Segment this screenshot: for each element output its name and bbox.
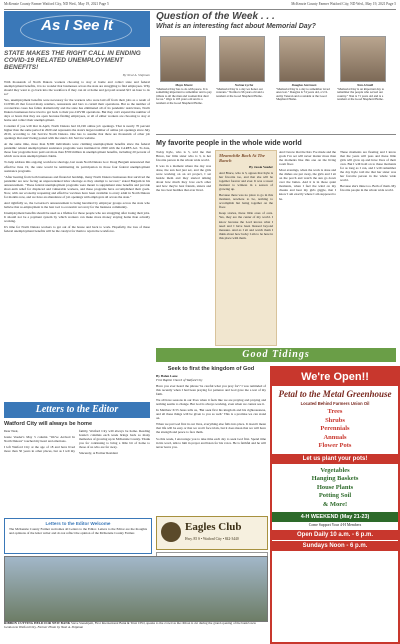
letters-banner — [4, 402, 150, 418]
answer-text: "Memorial Day is a day to remember loved ones lost." — [276, 86, 330, 95]
portrait-photo — [340, 36, 386, 82]
editorial-column — [4, 50, 150, 400]
favorite-paragraph: And Bruce, who is 3, agrees that Kyle is her favorite too, and that she will be together forever and ever. It was a sweet moment to witness in a season of growing up. — [219, 171, 273, 192]
question-of-week-header — [156, 11, 396, 30]
editorial-paragraph: Consider if you will that in April, North Dakota had 16,196 online job openings. That is nearly 70 percent higher than the same period in 2020 and represents the state's largest number of online job openings since July 2019, according to Job Service North Dakota. One has to assume that there are thousands of other job openings that aren't being posted with the state's Job Service website. — [4, 124, 150, 141]
veeder-byline: By Jessie Veeder — [249, 165, 273, 169]
eagles-club-ad — [156, 516, 268, 550]
ribbon-title: RIBBON CUTTING HELD FOR NEW BANK — [4, 621, 71, 625]
portrait-photo — [219, 36, 265, 82]
as-i-see-it-banner — [4, 11, 150, 47]
answer-name: Nan Arnold — [356, 83, 374, 87]
editorial-paragraph: It's time for North Dakota workers to get out of the house and back to work. Hopefully, the loss of these federal unemployment benefits will be the catalyst for them to rejoin the workforce. — [4, 225, 150, 234]
answer-name: Douglas Sorensen — [291, 83, 317, 87]
letter-paragraph: Jessie Veeder's May 5 column "We've Arrived In North Dakota" touched my heart and emotions. — [4, 435, 75, 444]
tidings-paragraph: We all have seasons in our lives when it feels like we are praying and praying and nothing seems to change. But God is always working, even when we cannot see it. — [156, 398, 266, 407]
favorite-column-3 — [279, 150, 336, 344]
favorite-paragraph: These moments are fleeting and I know that the years will pass and these little girls will grow up and have lives of their own. But I will hold on to these moments for as long as I can, and I will remember the day Kyle told me that her sister was her favorite person in the whole wide world. — [340, 150, 396, 183]
ribbon-cutting-photo — [4, 556, 268, 622]
favorite-paragraph: Most evenings, when the work is done and the dishes are put away, the girls and I sit on the porch and watch the sun go down over the buttes. And it is in those quiet moments, when I feel the wind on my cheeks and hear my girls giggle, that I know I am exactly where I am supposed to be. — [279, 168, 336, 201]
ribbon-text: Steve Stenehjem, First International Bank & Trust CEO, speaks to the crowd as the ribbon is cut during the grand opening of the bank's new location in Watford City. — [4, 621, 257, 629]
favorite-column-4 — [340, 150, 396, 344]
editorial-paragraph: With thousands of North Dakota workers choosing to stay at home and collect state and federal unemployment benefits, it is no wonder that businesses across the state are struggling to find employees. Why should they want to go back into the workforce if they can sit at home and get paid around $15 an hour to do so? — [4, 79, 150, 96]
answer-text: "Memorial Day is an important day to remember the people who served our country." — [337, 86, 385, 98]
tidings-paragraph: In Matthew 6:33 Jesus tells us, 'But seek first his kingdom and his righteousness, and all these things will be given to you as well.' This is a promise we can stand on. — [156, 408, 266, 421]
header-left: McKenzie County Farmer Watford City, ND Wed., May 19, 2021 Page 5 — [4, 2, 109, 6]
tidings-paragraph: When we put God first in our lives, everything else falls into place. It doesn't mean that life will be easy or that we won't face trials, but it does mean that we will have the strength and peace to face them. — [156, 422, 266, 435]
editorial-paragraph: At the same time, more than 8,300 individuals were claiming unemployment benefits since the federal pandemic related unemployment assistance programs were instituted in 2020 with the CARES Act. To date, those four programs have paid out more than $700 million in unemployment benefits, including 20 percent of which were state unemployment claims. — [4, 142, 150, 159]
favorite-people-headline: My favorite people in the whole wide world — [156, 138, 302, 147]
editorial-headline: STATE MAKES THE RIGHT CALL IN ENDING COVID-19 RELATED UNEMPLOYMENT BENEFITS! — [4, 50, 141, 72]
letters-policy-box — [4, 518, 152, 554]
favorite-paragraph: Because there was no place to go in this moment, nowhere to be, nothing to accomplish but being together on the floor. — [219, 193, 273, 210]
tidings-byline: By Helen Lane — [156, 374, 178, 378]
letter-paragraph: Dear Neal, — [4, 429, 19, 433]
tidings-paragraph: Have you ever heard the phrase 'be careful what you pray for'? I was reminded of this recently when I had been praying for patience and God gave me a test of my faith. — [156, 384, 266, 397]
product-item: Potting Soil — [318, 492, 352, 499]
product-item: Trees — [327, 408, 343, 415]
good-tidings-column — [156, 366, 266, 513]
favorite-paragraph: Because she's mine too. Both of them. My favorite people in the whole wide world. — [340, 184, 396, 193]
product-item: House Plants — [316, 483, 354, 491]
tidings-paragraph: So this week, I encourage you to take time each day to seek God first. Spend time in his word, talk to him in prayer and listen for his voice. He is faithful and he will never leave you. — [156, 436, 266, 449]
eagle-icon — [161, 522, 181, 542]
sunday-hours: Sundays Noon - 6 p.m. — [272, 541, 398, 551]
banner-title: As I See It — [41, 17, 113, 34]
page-header — [0, 0, 400, 9]
editorial-paragraph: Unemployment benefits should be used as a lifeline for those people who are struggling after losing their jobs. It should not be a payment system by which workers can make more money staying home than actually working. — [4, 210, 150, 224]
favorite-paragraph: Keep stories, these little ones of ours. Yes, they are the center of my world. I know because the Lord knows what I need and I have been blessed beyond measure. And as I sit and watch them I think about how lucky I am to be here in this place with them. — [219, 211, 273, 240]
answer-caption — [337, 84, 393, 102]
answer-caption — [216, 84, 272, 98]
answer-text: "Memorial Day has to do with peace. It is something important to remember and to pay tribute to all the men and women that died for us." — [156, 86, 212, 102]
product-item: Perennials — [320, 425, 350, 432]
favorite-paragraph: It was in a moment where the day was done, the sun had just set, and the girls were working on an art project, I sat beside them and they started talking about how much they love each other and how they're best friends, sisters and the two best buddies that ever lived. — [156, 164, 211, 193]
header-right: McKenzie County Farmer Watford City, ND Wed., May 19, 2021 Page 5 — [291, 2, 396, 6]
editorial-paragraph: "After hearing from both businesses and financial hardship, many North Dakota businesses that survived the pandemic are now facing an unprecedented labor shortage as they attempt to recover," stated Burgum in his announcement. "These federal unemployment programs were meant to supplement state benefits and provide short-term relief for displaced and vulnerable workers, and these programs have accomplished their goals. Now, with our economy reopening and effective vaccines have been available to every adult in North Dakota for months now, and we have an abundance of job openings with employers all across the state." — [4, 174, 150, 199]
letters-policy-text: The McKenzie County Farmer welcomes all Letters to the Editor. Letters to the Editor are the thoughts and opinions of the letter writer and do not reflect the opinion of the McKenzie County Farmer. — [9, 527, 147, 536]
four-h-sub: Come Support Your 4-H Members — [308, 523, 362, 527]
editorial-paragraph: To help address this ongoing workforce shortage, last week North Dakota Gov. Doug Burgum announced that effective June 19, the state would be terminating its participation in those four federal unemployment assistance programs. — [4, 160, 150, 173]
answer-caption — [156, 84, 212, 106]
letters-column — [4, 421, 150, 516]
portrait-photo — [279, 36, 325, 82]
eagles-name: Eagles Club — [185, 521, 242, 533]
tidings-headline: Seek to first the kingdom of God — [167, 366, 255, 372]
ribbon-credit: Farmer Photo by Neal A. Shipman — [37, 624, 84, 629]
open-hours: Open Daily 10 a.m. - 6 p.m. — [272, 530, 398, 540]
greenhouse-location: Located Behind Farmers Union Oil — [300, 401, 370, 406]
header-rule — [4, 9, 396, 10]
editorial-paragraph: And rightfully so, the Governor's announcement is being heralded by employer groups across the state who believe that re-employment is the best tool to economic recovery for the business community. — [4, 200, 150, 209]
product-list-1 — [272, 408, 398, 451]
answer-place: Nan is 71 years old and is a resident at the Good Shepherd Home. — [337, 93, 384, 102]
editorial-paragraph: Yes, unemployment benefits were necessary for the workers who were laid off from their jobs as a result of COVID-19 that forced many retailers, restaurants and bars to curtail their operations. But as the number of coronavirus cases has fallen dramatically and the state has eliminated all of its pandemic restrictions, North Dakota businesses have tried to get back to their pre-COVID operations. But they can't expand the number of days or hours that they are open because finding employees, or all of either workers are choosing to stay at home and collect their unemployment. — [4, 97, 150, 123]
letter-paragraph: Sincerely, A Former Resident — [79, 451, 118, 456]
veeder-column-title: Meanwhile Back At The Ranch — [219, 153, 265, 163]
question-label: Question of the Week . . . — [156, 11, 275, 22]
answer-place: Norma is 96 years old and a resident at the Good Shepherd Home. — [216, 90, 264, 98]
answer-name: Norma Lyche — [234, 83, 254, 87]
greenhouse-ad — [270, 366, 400, 644]
product-item: Annuals — [323, 433, 347, 441]
answer-text: "Memorial Day is a day we honor our veterans." — [216, 86, 263, 95]
good-tidings-title: Good Tidings — [242, 349, 310, 360]
letters-policy-title: Letters to the Editor Welcome — [45, 521, 111, 526]
eagles-line: Hwy. 85 S • Watford City • 842-3440 — [185, 537, 239, 541]
product-list-2 — [272, 467, 398, 510]
tidings-church: First Baptist Church of Watford City — [156, 378, 203, 382]
greenhouse-name: Petal to the Metal Greenhouse — [278, 389, 392, 399]
plant-pots-banner: Let us plant your pots! — [272, 454, 398, 464]
favorite-paragraph: Today Kyle, who is 5, told me that Bruce, her little sister who is 3, is her favorite person in the whole wide world. — [156, 150, 211, 163]
product-item: Shrubs — [325, 416, 345, 424]
ribbon-caption — [4, 622, 266, 642]
section-rule — [156, 134, 396, 135]
question-text: What is an interesting fact about Memorial Day? — [156, 23, 316, 30]
letter-paragraph: I left Watford City at the age of 18 and have lived more than 50 years in other places, but as I tell my family, Watford City will always be home. Reading Jessie's columns each week brings back so many memories of growing up in McKenzie County. Thank you for continuing to bring a little bit of home to those of us who are far away. — [4, 429, 150, 454]
product-item: Hanging Baskets — [311, 475, 359, 482]
product-item: Flower Pots — [318, 442, 352, 449]
favorite-paragraph: And I know that the lists I've made and the goals I've set will never matter more than the moments like this one on the living room floor. — [279, 150, 336, 167]
answer-caption — [276, 84, 332, 102]
letter-headline: Watford City will always be home — [4, 421, 93, 427]
answer-name: Maya Moore — [175, 83, 193, 87]
good-tidings-banner — [156, 348, 396, 362]
veeder-column-box — [215, 150, 277, 346]
editorial-byline: By Neal A. Shipman — [122, 72, 150, 77]
letters-title: Letters to the Editor — [35, 404, 119, 415]
product-item: & More! — [322, 500, 348, 508]
answer-place: Douglas is 74 years old, a U.S. Army Veteran and a resident at the Good Shepherd Home. — [276, 90, 328, 102]
four-h-weekend: 4-H WEEKEND (May 21-23) — [272, 512, 398, 522]
product-item: Vegetables — [320, 466, 350, 474]
answer-place: Olga is 103 years old and is a resident at the Good Shepherd Home. — [156, 97, 203, 105]
portrait-photo — [160, 36, 206, 82]
we-are-open-banner: We're Open!! — [272, 368, 398, 386]
favorite-column-1 — [156, 150, 211, 344]
